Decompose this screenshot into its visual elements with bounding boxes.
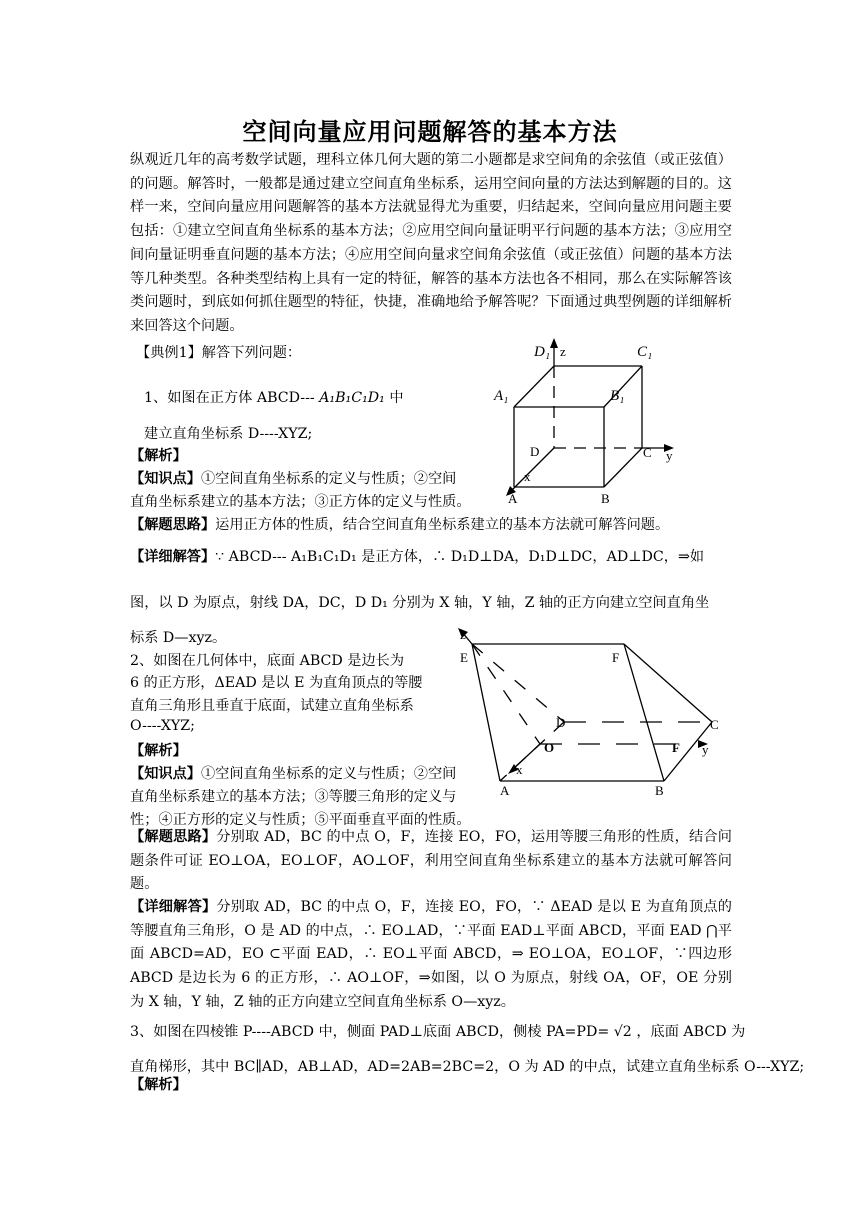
q2-line2: 6 的正方形，ΔEAD 是以 E 为直角顶点的等腰 (130, 675, 423, 691)
q1-zsd-text1: ①空间直角坐标系的定义与性质；②空间 (200, 471, 457, 487)
label-y2: y (702, 742, 709, 757)
label-b1: B₁ (610, 388, 625, 404)
q3-line2: 直角梯形，其中 BC∥AD，AB⊥AD，AD=2AB=2BC=2，O 为 AD 的中点，试建立直角坐标系 O---XYZ; (130, 1059, 805, 1075)
q2-zsd-line2: 直角坐标系建立的基本方法；③等腰三角形的定义与 (130, 789, 457, 805)
label-b2: B (655, 783, 664, 798)
label-a2: A (500, 783, 510, 798)
q2-xxjd (130, 896, 732, 1015)
q2-zsd-line1 (130, 763, 456, 783)
q1-jtsl (130, 514, 669, 534)
label-f-top: F (612, 650, 620, 665)
q1-jtsl-label: 【解题思路】 (130, 517, 216, 533)
label-e: E (460, 650, 468, 665)
q1-zsd-line1 (130, 468, 456, 488)
q2-zsd-line3: 性；④正方形的定义与性质；⑤平面垂直平面的性质。 (130, 812, 471, 828)
q2-zsd-label: 【知识点】 (130, 766, 201, 782)
q2-xxjd-label: 【详细解答】 (130, 899, 217, 915)
q1-xxjd-line1 (130, 546, 704, 566)
label-b: B (601, 491, 610, 506)
q2-jtsl (130, 826, 732, 897)
q1-jiexi: 【解析】 (130, 448, 187, 464)
label-d1: D₁ (534, 344, 551, 360)
q2-line3: 直角三角形且垂直于底面，试建立直角坐标系 (130, 698, 414, 714)
q1-line2: 建立直角坐标系 D----XYZ; (144, 426, 313, 442)
q1-jtsl-text: 运用正方体的性质，结合空间直角坐标系建立的基本方法就可解答问题。 (215, 517, 670, 533)
label-f: F (672, 740, 680, 755)
label-z2: z (460, 627, 466, 642)
q1-zsd-line2: 直角坐标系建立的基本方法；③正方体的定义与性质。 (130, 494, 471, 510)
q1-math: A₁B₁C₁D₁ (319, 390, 385, 406)
solid-figure (452, 626, 734, 802)
q2-xxjd-text: 分别取 AD，BC 的中点 O，F，连接 EO，FO，∵ ΔEAD 是以 E 为直角顶点的等腰直角三角形，O 是 AD 的中点，∴ EO⊥AD，∵平面 EAD⊥平面 ABCD，平面 EAD ⋂平面 ABCD=AD，EO ⊂平面 EAD，∴ EO⊥平面 ABCD，⇒ EO⊥OA，EO⊥OF，∵四边形 ABCD 是边长为 6 的正方形，∴ AO⊥OF，⇒如图，以 O 为原点，射线 OA，OF，OE 分别为 X 轴，Y 轴，Z 轴的正方向建立空间直角坐标系 O—xyz。 (130, 899, 732, 1010)
label-x: x (524, 469, 531, 484)
q1-text (144, 387, 404, 407)
q1-zsd-label: 【知识点】 (130, 471, 201, 487)
label-d2: D (556, 715, 566, 730)
intro-paragraph: 纵观近几年的高考数学试题，理科立体几何大题的第二小题都是求空间角的余弦值（或正弦值）的问题。解答时，一般都是通过建立空间直角坐标系，运用空间向量的方法达到解题的目的。这样一来，空间向量应用问题解答的基本方法就显得尤为重要，归结起来，空间向量应用问题主要包括：①建立空间直角坐标系的基本方法；②应用空间向量证明平行问题的基本方法；③应用空间向量证明垂直问题的基本方法；④应用空间向量求空间角余弦值（或正弦值）问题的基本方法等几种类型。各种类型结构上具有一定的特征，解答的基本方法也各不相同，那么在实际解答该类问题时，到底如何抓住题型的特征，快捷，准确地给予解答呢？下面通过典型例题的详细解析来回答这个问题。 (130, 152, 732, 334)
label-z: z (560, 344, 566, 359)
label-a: A (508, 491, 518, 506)
q3-line1: 3、如图在四棱锥 P----ABCD 中，侧面 PAD⊥底面 ABCD，侧棱 PA=PD= √2 ，底面 ABCD 为 (130, 1024, 746, 1040)
label-c2: C (710, 717, 719, 732)
label-d: D (530, 444, 540, 459)
q3-jiexi: 【解析】 (130, 1077, 187, 1093)
label-y: y (666, 448, 673, 463)
label-x2: x (516, 762, 523, 777)
q1-suffix: 中 (389, 390, 404, 406)
q2-jtsl-label: 【解题思路】 (130, 829, 217, 845)
example1-header: 【典例1】解答下列问题： (136, 345, 302, 361)
q2-jtsl-text: 分别取 AD，BC 的中点 O，F，连接 EO，FO，运用等腰三角形的性质，结合问题条件可证 EO⊥OA，EO⊥OF，AO⊥OF，利用空间直角坐标系建立的基本方法就可解答问题。 (130, 829, 732, 893)
q1-xxjd-label: 【详细解答】 (130, 549, 216, 565)
q1-prefix: 1、如图在正方体 ABCD--- (144, 390, 315, 406)
q1-xxjd-line2: 图，以 D 为原点，射线 DA，DC，D D₁ 分别为 X 轴，Y 轴，Z 轴的正方向建立空间直角坐 (130, 595, 710, 611)
label-c1: C₁ (637, 344, 653, 360)
q1-xxjd-text1: ∵ ABCD--- A₁B₁C₁D₁ 是正方体，∴ D₁D⊥DA，D₁D⊥DC，AD⊥DC，⇒如 (215, 549, 705, 565)
label-o: O (544, 740, 555, 755)
label-c: C (643, 445, 652, 460)
cube-figure (490, 336, 690, 512)
q2-jiexi: 【解析】 (130, 743, 187, 759)
label-a1: A₁ (494, 388, 509, 404)
page-title: 空间向量应用问题解答的基本方法 (242, 118, 618, 146)
q1-xxjd-line3: 标系 D—xyz。 (130, 630, 227, 646)
q2-zsd-text1: ①空间直角坐标系的定义与性质；②空间 (200, 766, 457, 782)
q2-line4: O----XYZ; (130, 718, 195, 734)
q2-line1: 2、如图在几何体中，底面 ABCD 是边长为 (130, 653, 405, 669)
